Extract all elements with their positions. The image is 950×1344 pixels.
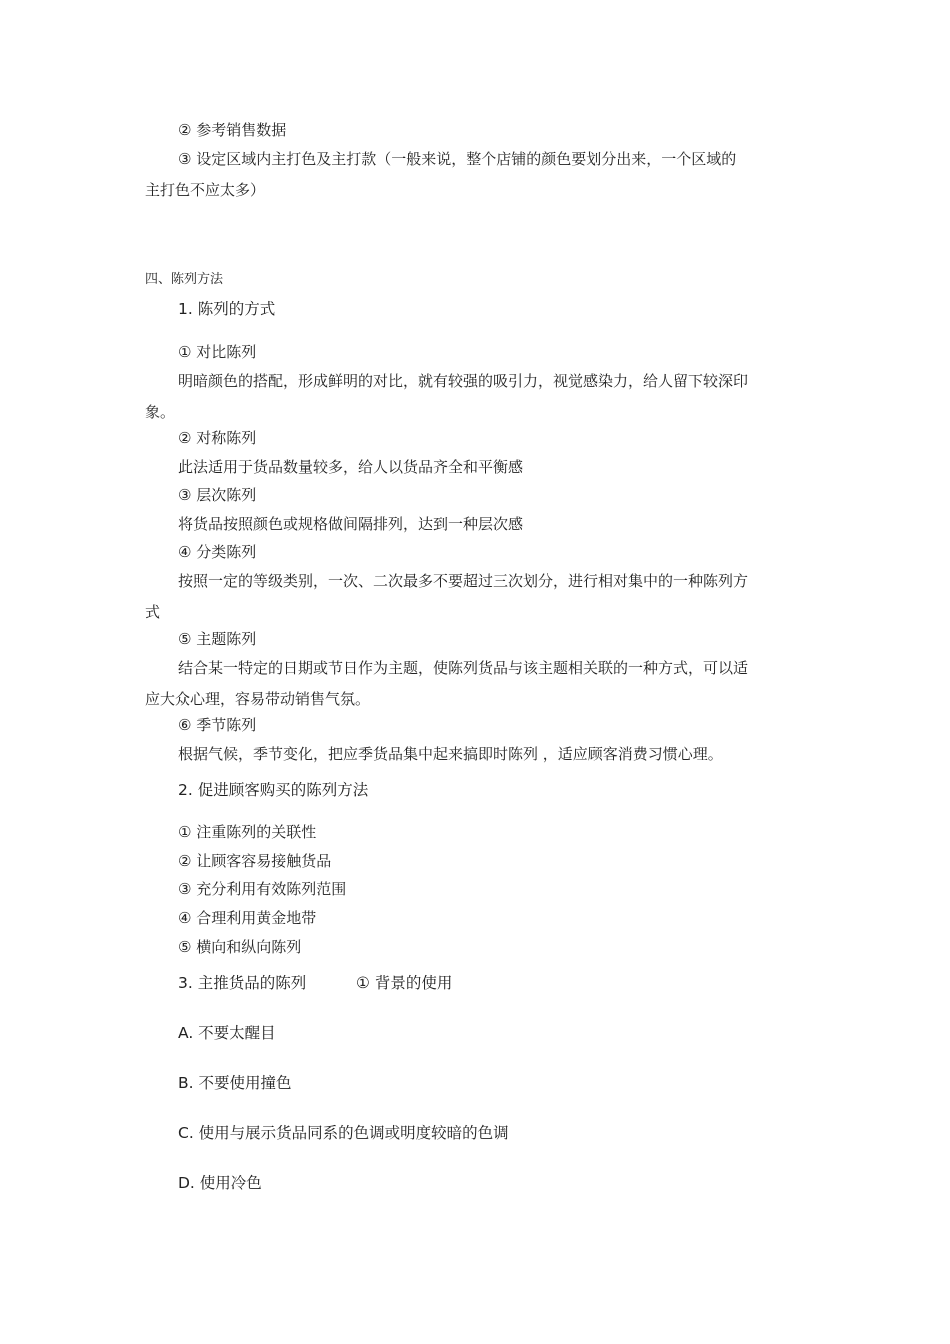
paragraph-text: 将货品按照颜色或规格做间隔排列，达到一种层次感 [178, 515, 524, 533]
paragraph-text: 根据气候，季节变化，把应季货品集中起来搞即时陈列 ，适应顾客消费习惯心理。 [178, 745, 723, 763]
list-item: ① 对比陈列 [178, 343, 257, 361]
list-item: ④ 合理利用黄金地带 [178, 909, 317, 927]
paragraph-text: 按照一定的等级类别，一次、二次最多不要超过三次划分，进行相对集中的一种陈列方 [178, 572, 749, 590]
list-item: ② 参考销售数据 [178, 121, 287, 139]
list-item: B. 不要使用撞色 [178, 1074, 292, 1092]
subsection-heading: 3. 主推货品的陈列 [178, 974, 307, 992]
subsection-heading: 1. 陈列的方式 [178, 300, 276, 318]
list-item: ③ 充分利用有效陈列范围 [178, 880, 347, 898]
paragraph-text: 主打色不应太多） [145, 181, 266, 199]
list-item: D. 使用冷色 [178, 1174, 262, 1192]
list-item: ④ 分类陈列 [178, 543, 257, 561]
paragraph-text: 应大众心理，容易带动销售气氛。 [145, 690, 371, 708]
subsection-heading: 2. 促进顾客购买的陈列方法 [178, 781, 369, 799]
list-item: A. 不要太醒目 [178, 1024, 276, 1042]
list-item: ⑤ 主题陈列 [178, 630, 257, 648]
list-item: ① 背景的使用 [356, 974, 453, 992]
list-item: ③ 设定区域内主打色及主打款（一般来说，整个店铺的颜色要划分出来，一个区域的 [178, 150, 737, 168]
paragraph-text: 象。 [145, 403, 176, 421]
paragraph-text: 明暗颜色的搭配，形成鲜明的对比，就有较强的吸引力，视觉感染力，给人留下较深印 [178, 372, 749, 390]
list-item: ③ 层次陈列 [178, 486, 257, 504]
list-item: ② 让顾客容易接触货品 [178, 852, 332, 870]
paragraph-text: 此法适用于货品数量较多，给人以货品齐全和平衡感 [178, 458, 524, 476]
list-item: ② 对称陈列 [178, 429, 257, 447]
list-item: ① 注重陈列的关联性 [178, 823, 317, 841]
list-item: C. 使用与展示货品同系的色调或明度较暗的色调 [178, 1124, 509, 1142]
list-item: ⑤ 横向和纵向陈列 [178, 938, 302, 956]
paragraph-text: 式 [145, 603, 161, 621]
paragraph-text: 结合某一特定的日期或节日作为主题，使陈列货品与该主题相关联的一种方式，可以适 [178, 659, 749, 677]
section-heading: 四、陈列方法 [145, 272, 224, 287]
list-item: ⑥ 季节陈列 [178, 716, 257, 734]
